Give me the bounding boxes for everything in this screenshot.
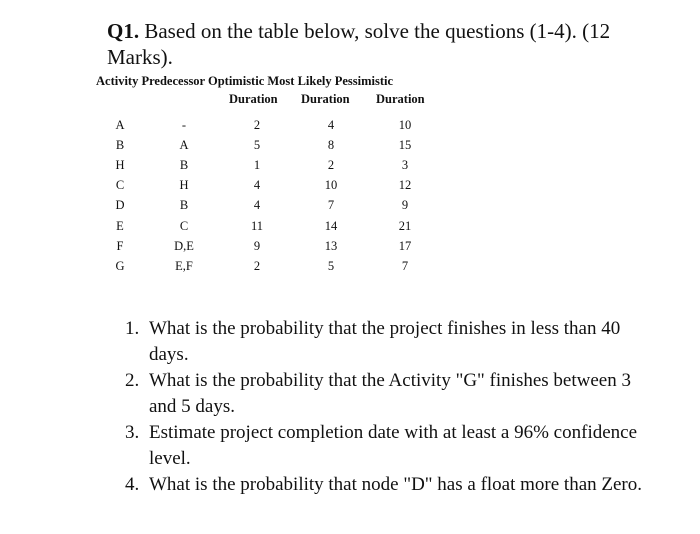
cell-activity: H: [115, 158, 125, 173]
question-item-text: Estimate project completion date with at least a 96% confidence level.: [149, 422, 638, 469]
cell-activity: D: [115, 198, 125, 213]
question-number: Q1.: [107, 19, 140, 43]
list-item: [125, 316, 645, 368]
question-item-number: 2.: [125, 370, 140, 391]
cell-activity: B: [115, 138, 125, 153]
header-pessimistic-duration: Duration: [376, 92, 425, 106]
cell-optimistic: 2: [253, 118, 261, 132]
cell-activity: G: [115, 258, 125, 273]
cell-pessimistic: 12: [398, 178, 412, 193]
cell-predecessor: B: [179, 198, 189, 213]
header-optimistic-duration: Duration: [229, 92, 278, 106]
cell-optimistic: 4: [253, 178, 261, 193]
question-item-number: 3.: [125, 422, 140, 443]
cell-most-likely: 5: [327, 258, 335, 273]
cell-predecessor: B: [179, 158, 189, 173]
cell-most-likely: 2: [327, 158, 335, 173]
cell-optimistic: 11: [250, 218, 264, 233]
cell-pessimistic: 10: [398, 118, 412, 132]
cell-predecessor: H: [179, 178, 189, 193]
cell-pessimistic: 15: [398, 138, 412, 153]
question-item-number: 1.: [125, 318, 140, 339]
cell-optimistic: 5: [253, 138, 261, 153]
cell-pessimistic: 17: [398, 238, 412, 253]
cell-activity: A: [115, 118, 125, 132]
question-text: Based on the table below, solve the questions (1-4). (12 Marks).: [107, 19, 611, 69]
cell-activity: F: [116, 238, 124, 253]
cell-predecessor: E,F: [175, 258, 193, 273]
question-heading: [107, 18, 667, 70]
question-item-text: What is the probability that the Activity "G" finishes between 3 and 5 days.: [149, 370, 631, 417]
table-header-row1: Activity Predecessor Optimistic Most Likely Pessimistic: [96, 74, 394, 88]
cell-predecessor: A: [179, 138, 189, 153]
cell-most-likely: 10: [324, 178, 338, 193]
cell-most-likely: 7: [327, 198, 335, 213]
cell-predecessor: C: [179, 218, 189, 233]
list-item: [125, 472, 645, 498]
cell-predecessor: D,E: [174, 238, 194, 253]
cell-pessimistic: 7: [401, 258, 409, 273]
cell-optimistic: 4: [253, 198, 261, 213]
cell-activity: E: [116, 218, 124, 233]
cell-pessimistic: 3: [401, 158, 409, 173]
cell-most-likely: 14: [324, 218, 338, 233]
question-list: [125, 316, 645, 498]
list-item: [125, 368, 645, 420]
cell-optimistic: 1: [253, 158, 261, 173]
question-item-number: 4.: [125, 474, 140, 495]
cell-most-likely: 4: [327, 118, 335, 132]
cell-most-likely: 8: [327, 138, 335, 153]
cell-pessimistic: 9: [401, 198, 409, 213]
header-mostlikely-duration: Duration: [301, 92, 350, 106]
question-item-text: What is the probability that node "D" has a float more than Zero.: [149, 474, 643, 495]
cell-activity: C: [115, 178, 125, 193]
cell-optimistic: 9: [253, 238, 261, 253]
cell-pessimistic: 21: [398, 218, 412, 233]
cell-predecessor: -: [181, 118, 187, 132]
list-item: [125, 420, 645, 472]
cell-optimistic: 2: [253, 258, 261, 273]
cell-most-likely: 13: [324, 238, 338, 253]
question-item-text: What is the probability that the project finishes in less than 40 days.: [149, 318, 621, 365]
